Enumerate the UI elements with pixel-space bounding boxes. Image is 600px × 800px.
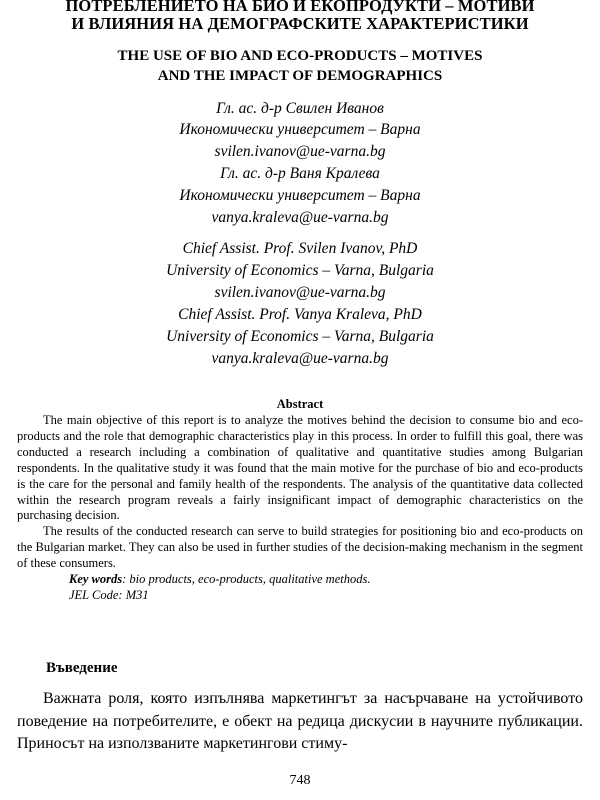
author-1-affiliation-bg: Икономически университет – Варна (179, 121, 421, 138)
author-1-affiliation-en: University of Economics – Varna, Bulgaria (166, 262, 434, 279)
abstract-body (17, 413, 583, 604)
title-english-line-1: THE USE OF BIO AND ECO-PRODUCTS – MOTIVES (117, 48, 483, 64)
author-1-name-bg: Гл. ас. д-р Свилен Иванов (216, 100, 384, 117)
author-2-affiliation-bg: Икономически университет – Варна (179, 187, 421, 204)
author-1-name-en: Chief Assist. Prof. Svilen Ivanov, PhD (182, 240, 418, 257)
keywords-line (17, 572, 583, 588)
author-2-affiliation-en: University of Economics – Varna, Bulgaria (166, 328, 434, 345)
title-english-line-2: AND THE IMPACT OF DEMOGRAPHICS (157, 68, 443, 84)
author-1-email-en: svilen.ivanov@ue-varna.bg (214, 284, 386, 301)
author-2-name-bg: Гл. ас. д-р Ваня Кралева (220, 165, 380, 182)
abstract-paragraph-1: The main objective of this report is to analyze the motives behind the decision to consume bio and eco-products and the role that demographic characteristics play in this process. In order to fulfill this goal, there was conducted a research including a combination of qualitative and quantitative studies among Bulgarian respondents. In the qualitative study it was found that the main motive for the purchase of bio and eco-products is the care for the personal and family health of the respondents. The analysis of the quantitative data collected within the research program reveals a fairly insignificant impact of demographic characteristics on the purchasing decision. (17, 413, 583, 523)
title-bulgarian-line-1: ПОТРЕБЛЕНИЕТО НА БИО И ЕКОПРОДУКТИ – МОТИВИ (65, 0, 535, 15)
author-2-email-en: vanya.kraleva@ue-varna.bg (211, 350, 389, 367)
keywords-label: Key words (69, 572, 123, 587)
abstract-paragraph-2: The results of the conducted research can serve to build strategies for positioning bio and eco-products on the Bulgarian market. They can also be used in further studies of the decision-making mechanism in the segment of these consumers. (17, 524, 583, 571)
abstract-heading: Abstract (276, 397, 324, 411)
author-1-email-bg: svilen.ivanov@ue-varna.bg (214, 143, 386, 160)
author-2-name-en: Chief Assist. Prof. Vanya Kraleva, PhD (178, 306, 422, 323)
section-heading: Въведение (46, 660, 118, 676)
keywords-text: : bio products, eco-products, qualitative methods. (122, 572, 371, 587)
page-number: 748 (289, 773, 311, 788)
section-body (17, 688, 583, 756)
section-paragraph-1: Важната роля, която изпълнява маркетингът за насърчаване на устойчивото поведение на потребителите, е обект на редица дискусии в научните публикации. Приносът на използваните маркетингови стиму- (17, 690, 583, 752)
jel-code: JEL Code: M31 (69, 587, 149, 602)
author-2-email-bg: vanya.kraleva@ue-varna.bg (211, 209, 389, 226)
title-bulgarian-line-2: И ВЛИЯНИЯ НА ДЕМОГРАФСКИТЕ ХАРАКТЕРИСТИКИ (71, 14, 529, 33)
